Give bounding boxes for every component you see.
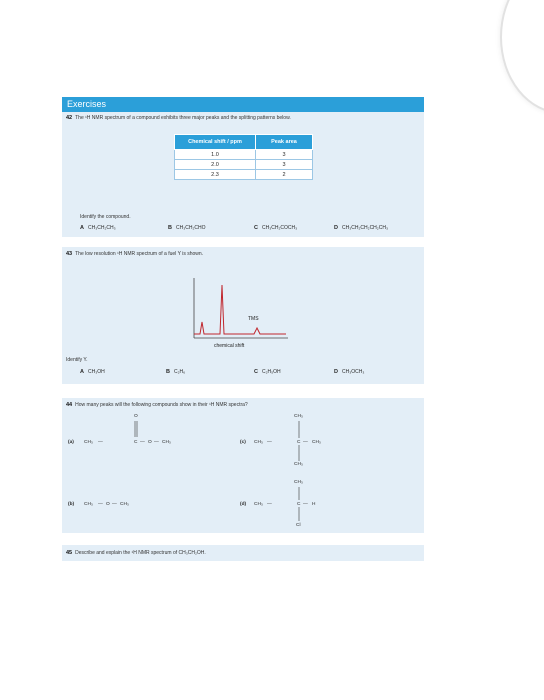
table-header: Peak area bbox=[256, 135, 313, 150]
compound-a-oxygen: O bbox=[148, 440, 152, 445]
exercise-page bbox=[62, 97, 424, 561]
table-cell: 2.0 bbox=[175, 160, 256, 170]
question-44: 44 How many peaks will the following compounds show in their ¹H NMR spectra? (a) O CH₃ — C — O — CH₃ (b) CH₃ — O — CH₃ (c) CH₃ CH₃ — C — CH₃ CH₃ (d) CH₃ CH₃ — C — H Cl bbox=[62, 398, 424, 533]
question-43 bbox=[62, 247, 424, 384]
q42-option-a[interactable]: A CH₃CH₂CH₃ bbox=[80, 225, 116, 231]
table-row bbox=[175, 160, 313, 170]
q43-option-a[interactable]: A CH₃OH bbox=[80, 369, 105, 375]
table-row bbox=[175, 170, 313, 180]
q42-option-c[interactable]: C CH₃CH₂COCH₃ bbox=[254, 225, 298, 231]
q42-text: 42 The ¹H NMR spectrum of a compound exhibits three major peaks and the splitting patterns below. bbox=[66, 115, 291, 121]
q43-option-b[interactable]: B C₂H₆ bbox=[166, 369, 186, 375]
q43-text: 43 The low resolution ¹H NMR spectrum of a fuel Y is shown. bbox=[66, 251, 204, 257]
compound-c-bottom: CH₃ bbox=[294, 462, 303, 467]
q43-option-d[interactable]: D CH₃OCH₃ bbox=[334, 369, 365, 375]
compound-c-top: CH₃ bbox=[294, 414, 303, 419]
table-cell: 2.3 bbox=[175, 170, 256, 180]
q42-option-d[interactable]: D CH₃CH₂CH₂CH₂CH₃ bbox=[334, 225, 388, 231]
spectrum-trace bbox=[194, 285, 286, 334]
double-bond-icon bbox=[132, 420, 140, 438]
question-45 bbox=[62, 545, 424, 561]
compound-d-top: CH₃ bbox=[294, 480, 303, 485]
shift-table bbox=[174, 134, 313, 180]
compound-c-label: (c) bbox=[240, 440, 246, 445]
question-42 bbox=[62, 112, 424, 237]
compound-a-carbonyl-o: O bbox=[134, 414, 138, 419]
q44-text: 44 How many peaks will the following compounds show in their ¹H NMR spectra? bbox=[66, 402, 248, 408]
x-axis-label: chemical shift bbox=[214, 343, 245, 349]
compound-a-right: CH₃ bbox=[162, 440, 171, 445]
table-cell: 3 bbox=[256, 160, 313, 170]
compound-c-carbon: C bbox=[297, 440, 301, 445]
compound-d-label: (d) bbox=[240, 502, 247, 507]
q45-text: 45 Describe and explain the ¹H NMR spectrum of CH₃CH₂OH. bbox=[66, 550, 206, 556]
nmr-spectrum bbox=[180, 275, 290, 355]
q42-option-b[interactable]: B CH₃CH₂CHO bbox=[168, 225, 206, 231]
table-cell: 2 bbox=[256, 170, 313, 180]
table-cell: 1.0 bbox=[175, 150, 256, 160]
compound-a-carbon: C bbox=[134, 440, 138, 445]
compound-b-left: CH₃ bbox=[84, 502, 93, 507]
compound-b-right: CH₃ bbox=[120, 502, 129, 507]
compound-b-label: (b) bbox=[68, 502, 75, 507]
compound-d-carbon: C bbox=[297, 502, 301, 507]
compound-d-left: CH₃ bbox=[254, 502, 263, 507]
compound-d-bottom: Cl bbox=[296, 523, 301, 528]
q43-prompt: Identify Y. bbox=[66, 357, 88, 363]
table-row bbox=[175, 150, 313, 160]
compound-c-left: CH₃ bbox=[254, 440, 263, 445]
q42-prompt: Identify the compound. bbox=[80, 214, 131, 220]
q43-option-c[interactable]: C C₂H₅OH bbox=[254, 369, 281, 375]
compound-b-oxygen: O bbox=[106, 502, 110, 507]
compound-c-right: CH₃ bbox=[312, 440, 321, 445]
table-cell: 3 bbox=[256, 150, 313, 160]
tms-label: TMS bbox=[248, 316, 259, 322]
compound-d-right: H bbox=[312, 502, 316, 507]
compound-a-left: CH₃ bbox=[84, 440, 93, 445]
exercises-header: Exercises bbox=[62, 97, 424, 112]
compound-a-label: (a) bbox=[68, 440, 74, 445]
table-header: Chemical shift / ppm bbox=[175, 135, 256, 150]
page-curl-decoration bbox=[500, 0, 544, 114]
